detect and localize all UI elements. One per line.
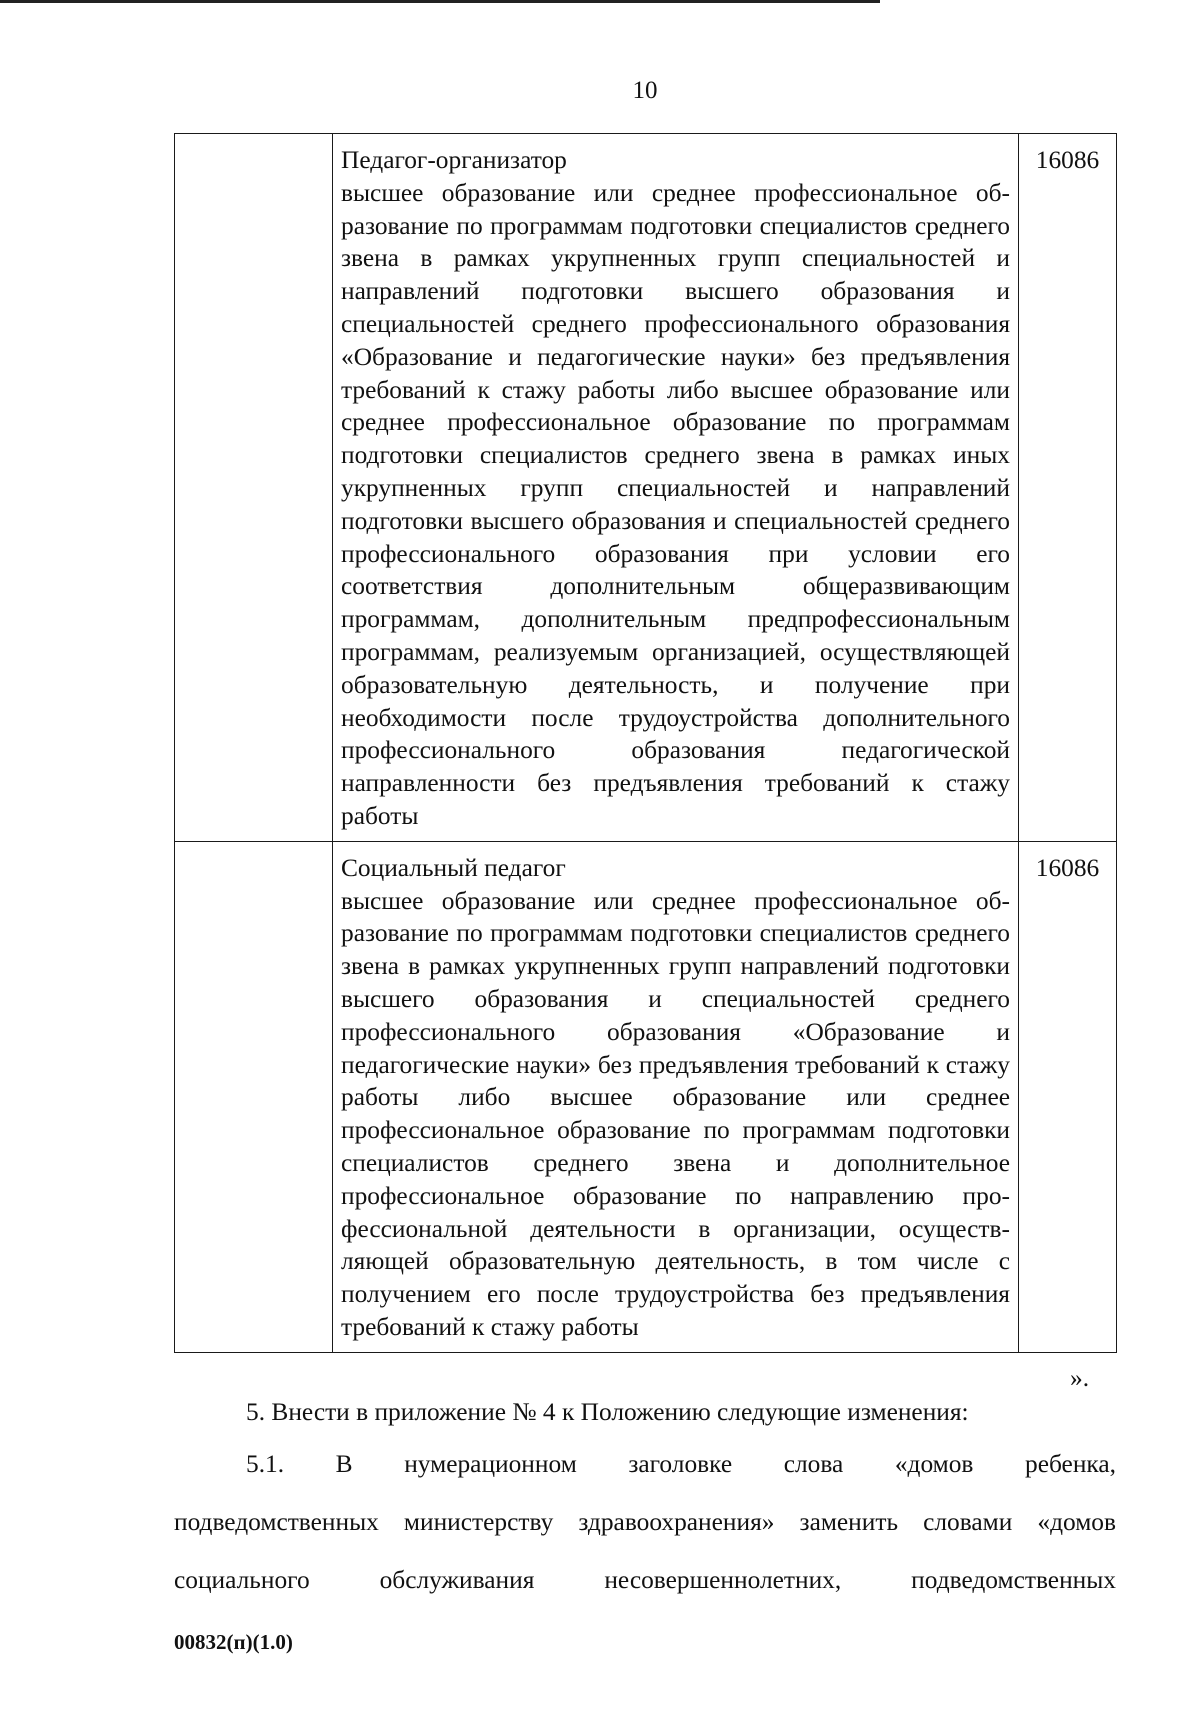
- paragraph-5-1-line-1: 5.1. В нумерационном заголовке слова «домов ребенка,: [246, 1450, 1116, 1478]
- paragraph-5: 5. Внести в приложение № 4 к Положению следующие изменения:: [246, 1398, 969, 1426]
- salary-cell: 16086: [1019, 841, 1117, 1352]
- position-title: Педагог-организатор: [341, 146, 567, 174]
- position-cell: [333, 134, 1019, 842]
- document-code: 00832(п)(1.0): [174, 1630, 293, 1654]
- position-requirements: высшее образование или среднее профессиональное образование по программам подготовки специалистов среднего звена в рамках укрупненных групп специальностей и направлений подготовки высшего образования и специальностей среднего профессионального образования «Образование и педагогические науки» без предъявления требований к стажу работы либо высшее образование или среднее профессиональное образование по программам подготовки специалистов среднего звена в рамках иных укрупненных групп специальностей и направлений подготовки высшего образования и специальностей среднего профессионального образования при условии его соответствия дополнительным общеразвивающим программам, дополнительным предпрофессиональным программам, реализуемым организацией, осуществляющей образовательную деятельность, и получение при необходимости после трудоустройства дополнительного профессионального образования педагогической направленности без предъявления требований к стажу работы: [341, 178, 1010, 830]
- table-row: [175, 134, 1117, 842]
- position-requirements: высшее образование или среднее профессиональное образование по программам подготовки специалистов среднего звена в рамках укрупненных групп направлений подготовки высшего образования и специальностей среднего профессионального образования «Образование и педагогические науки» без предъявления требований к стажу работы либо высшее образование или среднее профессиональное образование по программам подготовки специалистов среднего звена и дополнительное профессиональное образование по направлению профессиональной деятельности в организации, осуществляющей образовательную деятельность, в том числе с получением его после трудоустройства без предъявления требований к стажу работы: [341, 886, 1010, 1341]
- salary-cell: 16086: [1019, 134, 1117, 842]
- empty-category-cell: [175, 841, 333, 1352]
- paragraph-5-1-line-2: подведомственных министерству здравоохранения» заменить словами «домов: [174, 1508, 1116, 1536]
- table-row: [175, 841, 1117, 1352]
- position-title: Социальный педагог: [341, 853, 566, 882]
- page-number: 10: [632, 77, 658, 104]
- position-cell: [333, 841, 1019, 1352]
- paragraph-5-1-line-3: социального обслуживания несовершеннолетних, подведомственных: [174, 1566, 1116, 1594]
- closing-quote: ».: [1070, 1364, 1090, 1392]
- positions-table: [174, 133, 1117, 1353]
- empty-category-cell: [175, 134, 333, 842]
- top-rule: [0, 0, 880, 3]
